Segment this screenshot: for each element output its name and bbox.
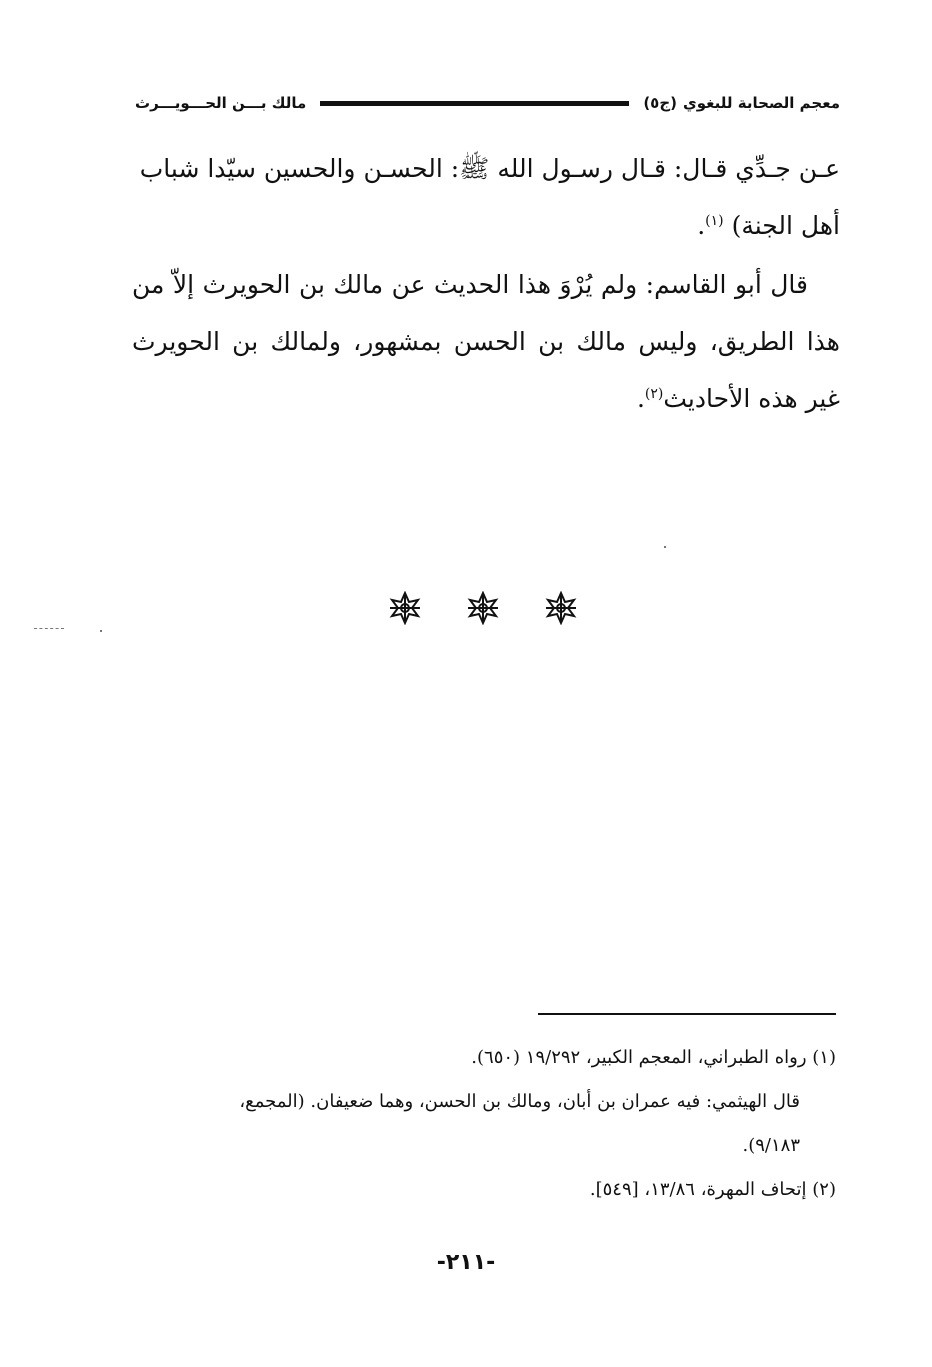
page-number: -٢١١- <box>436 1250 496 1275</box>
chapter-title: مالك بـــن الحـــويـــرث <box>135 94 307 112</box>
header-rule <box>320 101 629 106</box>
footnote-1-continuation-end: ٩/١٨٣). <box>742 1135 800 1156</box>
footnote-ref-2[interactable]: (٢) <box>644 386 664 402</box>
running-header <box>135 88 840 118</box>
footnote-1: (١) رواه الطبراني، المعجم الكبير، ١٩/٢٩٢ (٦٥٠). <box>471 1047 836 1068</box>
star-ornament-icon <box>466 591 500 629</box>
scan-artifact <box>664 546 666 548</box>
footnote-2: (٢) إتحاف المهرة، ١٣/٨٦، [٥٤٩]. <box>589 1179 836 1200</box>
paragraph-1-line-1: عـن جـدِّي قـال: قـال رسـول الله ﷺ: الحسـن والحسين سيّدا شباب <box>139 154 840 183</box>
paragraph-2-text: قال أبو القاسم: ولم يُرْوَ هذا الحديث عن مالك بن الحويرث إلاّ من هذا الطريق، وليس مالك بن الحسن بمشهور، ولمالك بن الحويرث غير هذه الأحاديث <box>132 270 840 413</box>
volume-label: (ج٥) <box>643 94 677 112</box>
footnote-ref-1[interactable]: (١) <box>705 213 724 229</box>
paragraph-1 <box>132 140 840 254</box>
footnotes <box>130 1036 836 1212</box>
star-ornament-icon <box>544 591 578 629</box>
paragraph-2 <box>132 256 840 427</box>
scan-artifact <box>34 628 64 630</box>
section-separator <box>388 590 578 630</box>
body-text <box>132 140 840 427</box>
paragraph-2-end: . <box>636 384 645 413</box>
scan-artifact <box>100 630 102 632</box>
paragraph-1-end: . <box>697 211 706 240</box>
paragraph-1-line-2: أهل الجنة) <box>731 211 840 240</box>
footnote-separator <box>538 1013 836 1015</box>
star-ornament-icon <box>388 591 422 629</box>
footnote-1-continuation: قال الهيثمي: فيه عمران بن أبان، ومالك بن الحسن، وهما ضعيفان. (المجمع، <box>239 1091 800 1112</box>
book-title: معجم الصحابة للبغوي <box>683 94 840 112</box>
